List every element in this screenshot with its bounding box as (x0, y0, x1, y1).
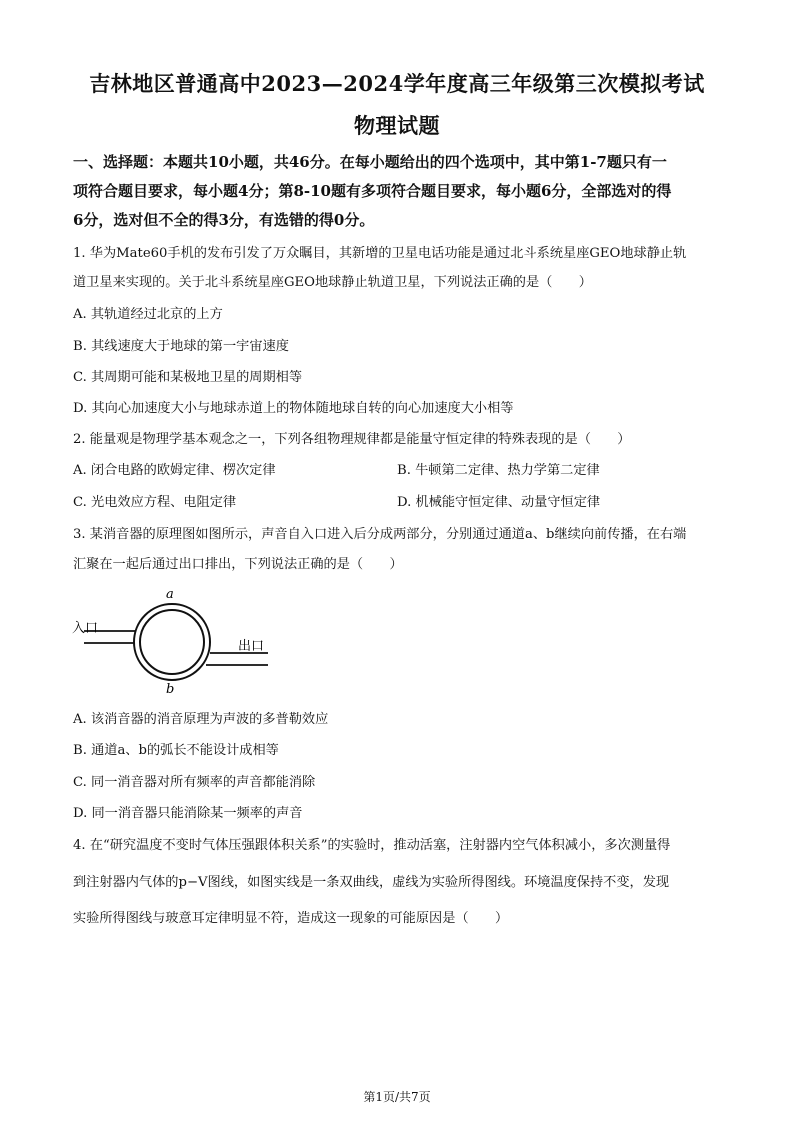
q3-option-c: C. 同一消音器对所有频率的声音都能消除 (73, 775, 316, 790)
muffler-svg (70, 588, 290, 700)
section-line-3: 6分，选对但不全的得3分，有选错的得0分。 (73, 211, 375, 229)
q1-option-d: D. 其向心加速度大小与地球赤道上的物体随地球自转的向心加速度大小相等 (73, 401, 514, 416)
q4-stem-line-3: 实验所得图线与玻意耳定律明显不符，造成这一现象的可能原因是（ ） (73, 911, 509, 926)
q3-stem-line-2: 汇聚在一起后通过出口排出，下列说法正确的是（ ） (73, 557, 403, 572)
q2-option-a: A. 闭合电路的欧姆定律、楞次定律 (73, 463, 276, 478)
q1-option-a: A. 其轨道经过北京的上方 (73, 307, 223, 322)
section-line-1: 一、选择题：本题共10小题，共46分。在每小题给出的四个选项中，其中第1-7题只有一 (73, 153, 667, 171)
q4-stem-line-1: 4. 在“研究温度不变时气体压强跟体积关系”的实验时，推动活塞，注射器内空气体积减小，多次测量得 (73, 838, 671, 853)
label-inlet: 入口 (72, 621, 99, 636)
muffler-diagram (70, 588, 290, 704)
section-line-2: 项符合题目要求，每小题4分；第8-10题有多项符合题目要求，每小题6分，全部选对的得 (73, 182, 672, 200)
label-a: a (166, 588, 174, 602)
q2-option-b: B. 牛顿第二定律、热力学第二定律 (397, 463, 600, 478)
page-number: 第1页/共7页 (363, 1090, 431, 1104)
q1-option-c: C. 其周期可能和某极地卫星的周期相等 (73, 370, 303, 385)
q3-option-d: D. 同一消音器只能消除某一频率的声音 (73, 806, 303, 821)
label-b: b (166, 682, 175, 697)
exam-title: 吉林地区普通高中2023—2024学年度高三年级第三次模拟考试 (89, 71, 705, 96)
q3-option-b: B. 通道a、b的弧长不能设计成相等 (73, 743, 279, 758)
q2-stem: 2. 能量观是物理学基本观念之一，下列各组物理规律都是能量守恒定律的特殊表现的是（ ） (73, 432, 631, 447)
q4-stem-line-2: 到注射器内气体的p−V图线，如图实线是一条双曲线，虚线为实验所得图线。环境温度保持不变，发现 (73, 875, 670, 890)
inner-channel-circle (140, 610, 204, 674)
q3-stem-line-1: 3. 某消音器的原理图如图所示，声音自入口进入后分成两部分，分别通过通道a、b继续向前传播，在右端 (73, 527, 687, 542)
label-outlet: 出口 (238, 639, 265, 654)
exam-subject: 物理试题 (354, 113, 440, 138)
q2-option-c: C. 光电效应方程、电阻定律 (73, 495, 237, 510)
q1-stem-line-1: 1. 华为Mate60手机的发布引发了万众瞩目，其新增的卫星电话功能是通过北斗系统星座GEO地球静止轨 (73, 246, 687, 261)
outer-channel-circle (134, 604, 210, 680)
q2-option-d: D. 机械能守恒定律、动量守恒定律 (397, 495, 601, 510)
q3-option-a: A. 该消音器的消音原理为声波的多普勒效应 (73, 712, 329, 727)
q1-stem-line-2: 道卫星来实现的。关于北斗系统星座GEO地球静止轨道卫星，下列说法正确的是（ ） (73, 275, 592, 290)
q1-option-b: B. 其线速度大于地球的第一宇宙速度 (73, 339, 289, 354)
section-instructions (73, 148, 723, 235)
